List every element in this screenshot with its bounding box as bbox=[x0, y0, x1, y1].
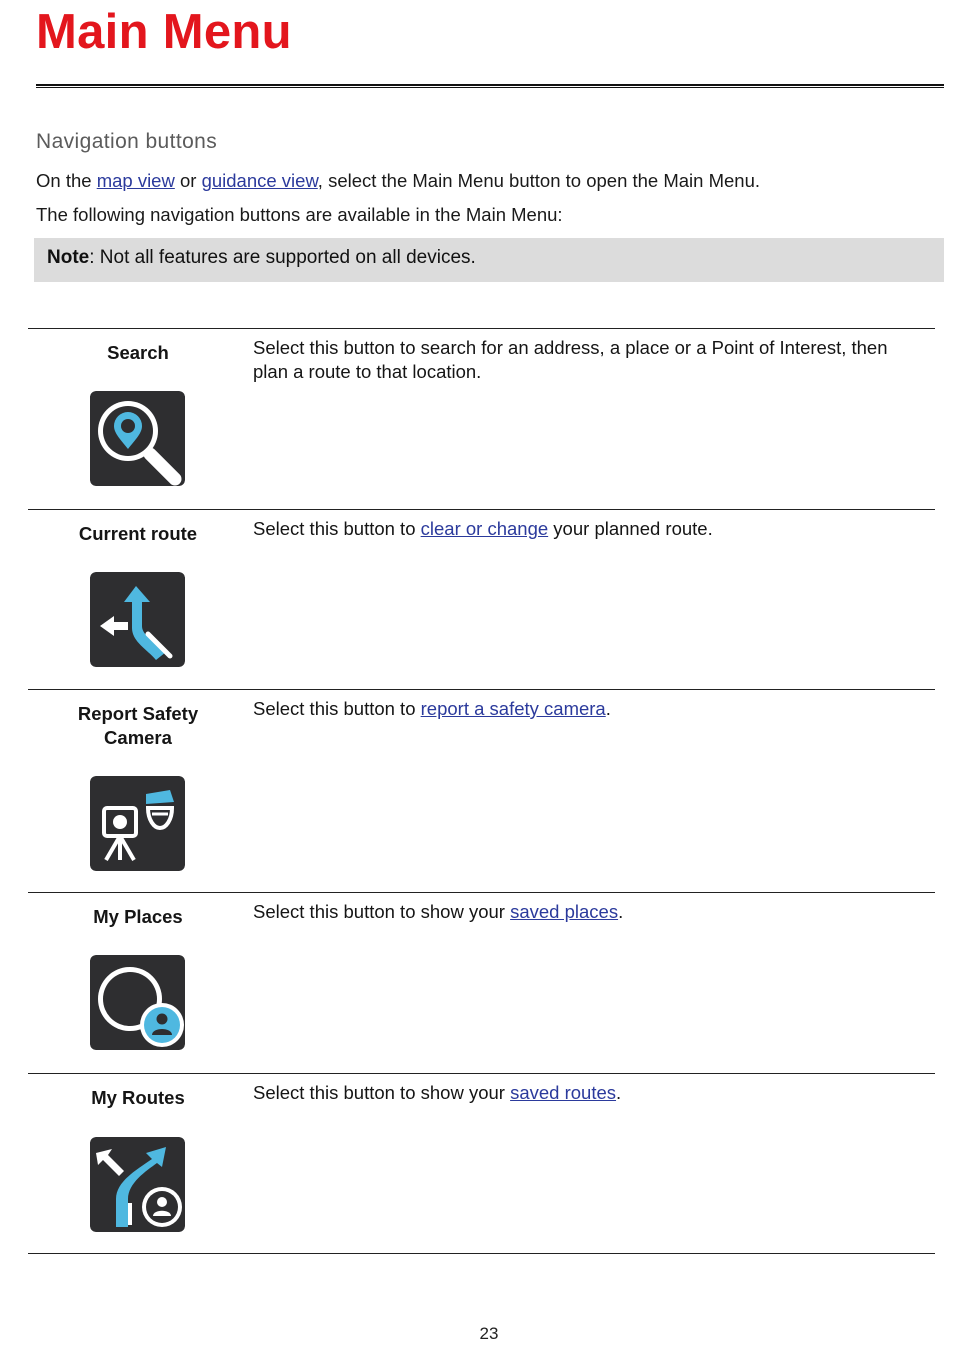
saved-routes-link[interactable]: saved routes bbox=[510, 1082, 617, 1103]
description-prefix: Select this button to bbox=[253, 698, 421, 719]
button-label-my-routes: My Routes bbox=[91, 1087, 185, 1108]
row-divider bbox=[28, 892, 935, 893]
search-icon bbox=[90, 391, 185, 486]
description-suffix: . bbox=[605, 698, 611, 719]
description-suffix: . bbox=[616, 1082, 622, 1103]
clear-or-change-link[interactable]: clear or change bbox=[420, 518, 549, 539]
button-label-search: Search bbox=[107, 342, 169, 363]
section-heading: Navigation buttons bbox=[36, 130, 218, 153]
note-box bbox=[34, 238, 944, 282]
button-description-search bbox=[253, 336, 913, 384]
row-divider bbox=[28, 328, 935, 329]
intro-paragraph-2: The following navigation buttons are available in the Main Menu: bbox=[36, 204, 563, 225]
report-safety-camera-link[interactable]: report a safety camera bbox=[420, 698, 606, 719]
my-routes-icon bbox=[90, 1137, 185, 1232]
button-label-my-places: My Places bbox=[93, 906, 183, 927]
description-suffix: your planned route. bbox=[548, 518, 713, 539]
button-description-my-places bbox=[253, 900, 913, 924]
title-divider bbox=[36, 84, 944, 88]
page-number: 23 bbox=[479, 1324, 499, 1343]
row-divider bbox=[28, 509, 935, 510]
button-label-current-route: Current route bbox=[78, 523, 198, 544]
note-label: Note bbox=[47, 247, 90, 268]
button-description-my-routes bbox=[253, 1081, 913, 1105]
description-prefix: Select this button to bbox=[253, 518, 421, 539]
my-places-icon bbox=[90, 955, 185, 1050]
current-route-icon bbox=[90, 572, 185, 667]
intro-middle: or bbox=[174, 170, 202, 191]
button-label-report-safety-camera: Report Safety Camera bbox=[77, 703, 199, 748]
saved-places-link[interactable]: saved places bbox=[510, 901, 619, 922]
report-safety-camera-icon bbox=[90, 776, 185, 871]
guidance-view-link[interactable]: guidance view bbox=[201, 170, 318, 191]
description-suffix: . bbox=[618, 901, 624, 922]
row-divider bbox=[28, 689, 935, 690]
button-description-current-route bbox=[253, 517, 913, 541]
intro-suffix: , select the Main Menu button to open the Main Menu. bbox=[317, 170, 761, 191]
map-view-link[interactable]: map view bbox=[96, 170, 175, 191]
intro-prefix: On the bbox=[36, 170, 97, 191]
description-text: Select this button to search for an address, a place or a Point of Interest, then plan a route to that location. bbox=[253, 337, 888, 382]
row-divider bbox=[28, 1073, 935, 1074]
row-divider bbox=[28, 1253, 935, 1254]
button-description-report-safety-camera bbox=[253, 697, 913, 721]
description-prefix: Select this button to show your bbox=[253, 1082, 511, 1103]
intro-paragraph bbox=[36, 170, 760, 192]
page-title: Main Menu bbox=[36, 5, 292, 59]
description-prefix: Select this button to show your bbox=[253, 901, 511, 922]
note-text: : Not all features are supported on all devices. bbox=[89, 247, 476, 268]
